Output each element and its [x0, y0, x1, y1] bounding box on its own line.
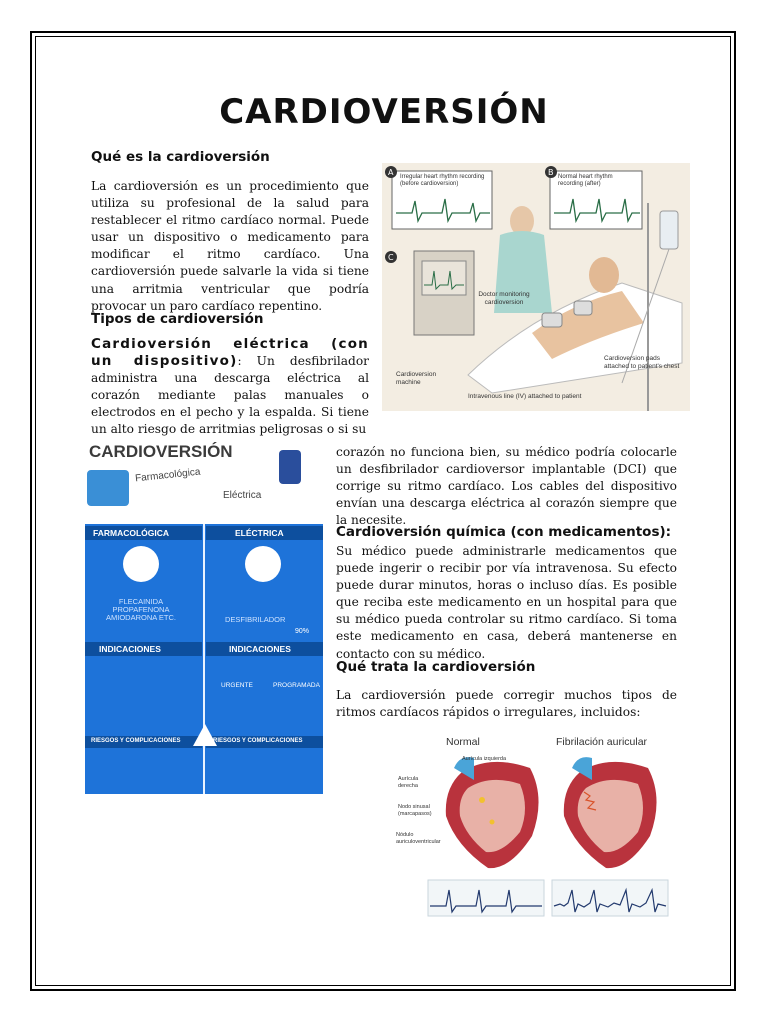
electric-text-part1: : Un desfibrilador administra una descarga eléctrica al corazón mediante palas manuales o electrodos en el pecho y la espalda. Si tiene un alto riesgo de arritmias peligrosas o si su	[91, 354, 369, 437]
label-pads: Cardioversion pads attached to patient's chest	[604, 355, 680, 370]
warning-icon	[193, 724, 217, 746]
label-a: Irregular heart rhythm recording (before cardioversion)	[400, 174, 485, 187]
label-sinus-node: Nodo sinusal (marcapasos)	[398, 804, 432, 817]
section-heading-chemical: Cardioversión química (con medicamentos):	[336, 524, 672, 540]
svg-text:C: C	[388, 253, 394, 262]
paragraph-treats: La cardioversión puede corregir muchos tipos de ritmos cardíacos rápidos o irregulares, incluidos:	[336, 688, 677, 720]
label-afib: Fibrilación auricular	[556, 736, 648, 748]
electric-heading: Cardioversión eléctrica (con un dispositivo)	[91, 336, 369, 370]
indications-left: INDICACIONES	[99, 644, 161, 654]
infographic-divider	[203, 524, 205, 794]
section-heading-treats: Qué trata la cardioversión	[336, 659, 536, 675]
risks-left: RIESGOS Y COMPLICACIONES	[91, 738, 181, 744]
risks-right: RIESGOS Y COMPLICACIONES	[213, 738, 303, 744]
label-normal: Normal	[446, 736, 480, 748]
page-title: CARDIOVERSIÓN	[219, 92, 549, 132]
device-label: DESFIBRILADOR	[225, 615, 286, 624]
infographic-title: CARDIOVERSIÓN	[89, 442, 233, 461]
section-heading-types: Tipos de cardioversión	[91, 311, 264, 327]
label-doctor: Doctor monitoring cardioversion	[478, 291, 530, 306]
paragraph-electric	[91, 336, 369, 439]
cardioversion-illustration	[382, 163, 690, 411]
label-right-atrium: Aurícula derecha	[398, 776, 419, 789]
drugs-list: FLECAINIDA PROPAFENONA AMIODARONA ETC.	[105, 597, 176, 622]
defibrillator-icon	[279, 450, 301, 484]
paragraph-chemical: Su médico puede administrarle medicamentos que puede ingerir o recibir por vía intravenosa. Su efecto puede durar minutos, horas o incluso días. Es posible que reciba este medicamento en un hospital para que su médico pueda controlar su ritmo cardíaco. Si toma este medicamento en casa, deberá mantenerse en contacto con su médico.	[336, 544, 677, 661]
syringe-icon	[87, 470, 129, 506]
col-header-electric: ELÉCTRICA	[235, 528, 284, 538]
section-heading-what-is: Qué es la cardioversión	[91, 149, 270, 165]
indications-right: INDICACIONES	[229, 644, 291, 654]
paragraph-electric-continued: corazón no funciona bien, su médico podría colocarle un desfibrilador cardioversor implantable (DCI) que corrige su ritmo cardíaco. Los cables del dispositivo envían una descarga eléctrica al corazón siempre que la necesite.	[336, 445, 677, 528]
heart-comparison-figure	[370, 728, 690, 918]
label-av-node: Nódulo auriculoventricular	[396, 832, 441, 845]
infographic-word-electric: Eléctrica	[223, 490, 262, 501]
paragraph-what-is: La cardioversión es un procedimiento que utiliza su profesional de la salud para restablecer el ritmo cardíaco normal. Puede usar un dispositivo o medicamento para modificar el ritmo cardíaco. Una cardioversión puede salvarle la vida si tiene una arritmia ventricular que podría provocar un paro cardíaco repentino.	[91, 179, 369, 313]
label-left-atrium: Aurícula izquierda	[462, 756, 507, 762]
svg-text:B: B	[548, 168, 554, 177]
col-header-pharma: FARMACOLÓGICA	[93, 528, 170, 538]
label-b: Normal heart rhythm recording (after)	[558, 174, 613, 187]
program-label: PROGRAMADA	[273, 682, 320, 689]
infographic-word-pharma: Farmacológica	[134, 466, 201, 485]
pill-icon	[123, 546, 159, 582]
heart-icon	[245, 546, 281, 582]
svg-text:A: A	[388, 168, 394, 177]
success-pct: 90%	[295, 628, 310, 635]
label-iv: Intravenous line (IV) attached to patient	[468, 393, 582, 400]
label-machine: Cardioversion machine	[396, 371, 437, 386]
cardioversion-infographic	[85, 440, 323, 794]
urgent-label: URGENTE	[221, 682, 253, 689]
